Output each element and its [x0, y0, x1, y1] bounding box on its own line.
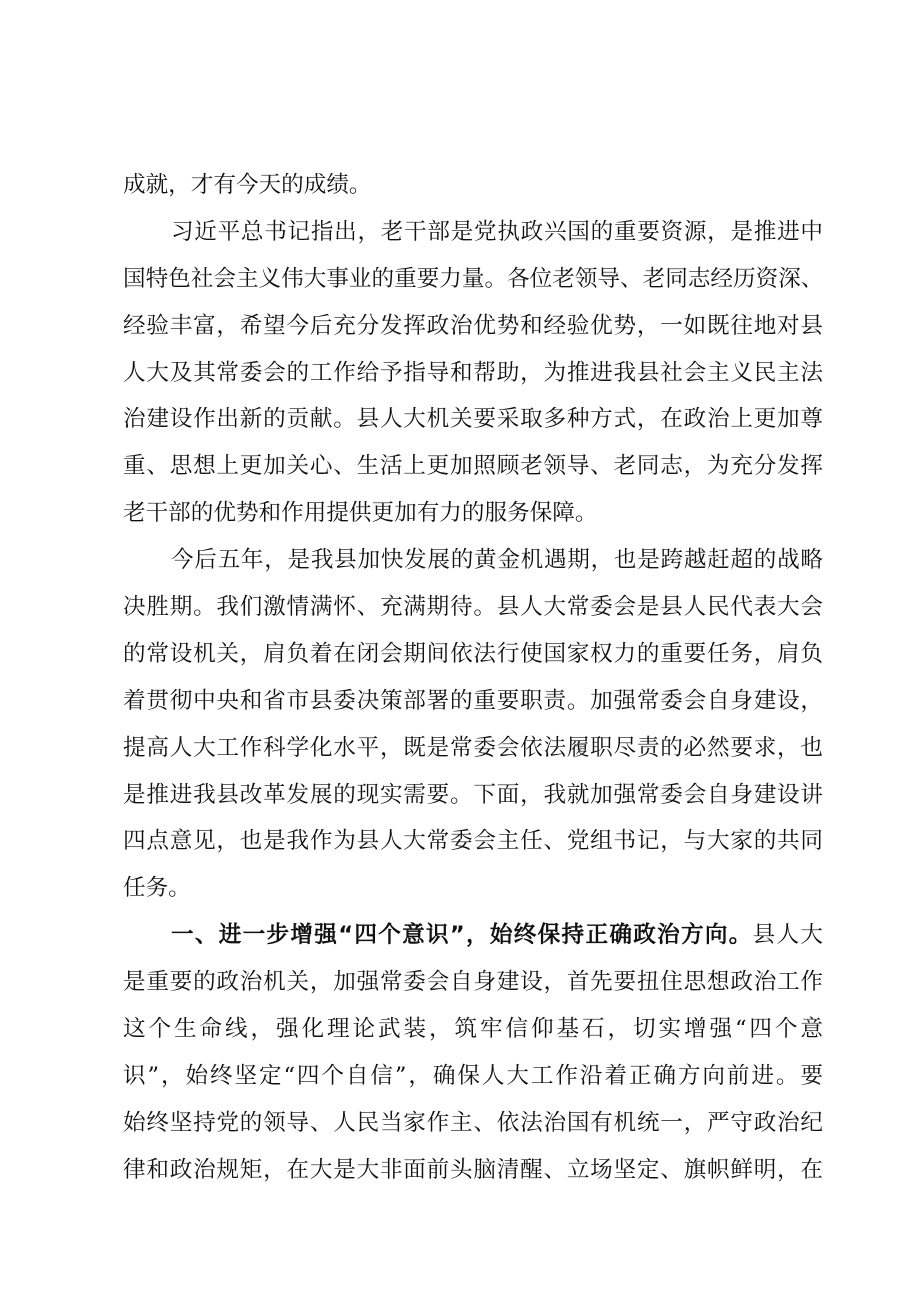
text-line: 识”，始终坚定“四个自信”，确保人大工作沿着正确方向前进。要 [123, 1062, 823, 1089]
text-line: 四点意见，也是我作为县人大常委会主任、党组书记，与大家的共同 [123, 828, 823, 855]
text-line: 重、思想上更加关心、生活上更加照顾老领导、老同志，为充分发挥 [123, 453, 823, 480]
text-line: 今后五年，是我县加快发展的黄金机遇期，也是跨越赶超的战略 [171, 547, 823, 574]
text-line: 这个生命线，强化理论武装，筑牢信仰基石，切实增强“四个意 [123, 1016, 823, 1043]
text-line: 习近平总书记指出，老干部是党执政兴国的重要资源，是推进中 [171, 218, 823, 245]
heading-tail-text: 县人大 [752, 922, 824, 949]
text-line: 老干部的优势和作用提供更加有力的服务保障。 [123, 500, 598, 527]
text-line: 国特色社会主义伟大事业的重要力量。各位老领导、老同志经历资深、 [123, 265, 824, 292]
text-line: 任务。 [123, 875, 191, 902]
text-line: 治建设作出新的贡献。县人大机关要采取多种方式，在政治上更加尊 [123, 406, 823, 433]
section-heading: 一、进一步增强“四个意识”，始终保持正确政治方向。 [171, 922, 753, 949]
text-line: 始终坚持党的领导、人民当家作主、依法治国有机统一，严守政治纪 [123, 1109, 823, 1136]
text-line: 律和政治规矩，在大是大非面前头脑清醒、立场坚定、旗帜鲜明，在 [123, 1156, 823, 1183]
text-line: 的常设机关，肩负着在闭会期间依法行使国家权力的重要任务，肩负 [123, 640, 823, 667]
text-line: 经验丰富，希望今后充分发挥政治优势和经验优势，一如既往地对县 [123, 312, 823, 339]
text-line: 是重要的政治机关，加强常委会自身建设，首先要扭住思想政治工作 [123, 969, 823, 996]
text-line: 决胜期。我们激情满怀、充满期待。县人大常委会是县人民代表大会 [123, 594, 823, 621]
section-heading-line [123, 912, 823, 959]
text-line: 成就，才有今天的成绩。 [123, 172, 372, 198]
text-line: 提高人大工作科学化水平，既是常委会依法履职尽责的必然要求，也 [123, 734, 823, 761]
body-text [123, 162, 823, 1194]
text-line: 是推进我县改革发展的现实需要。下面，我就加强常委会自身建设讲 [123, 781, 823, 808]
text-line: 人大及其常委会的工作给予指导和帮助，为推进我县社会主义民主法 [123, 359, 823, 386]
text-line: 着贯彻中央和省市县委决策部署的重要职责。加强常委会自身建设， [123, 687, 823, 714]
